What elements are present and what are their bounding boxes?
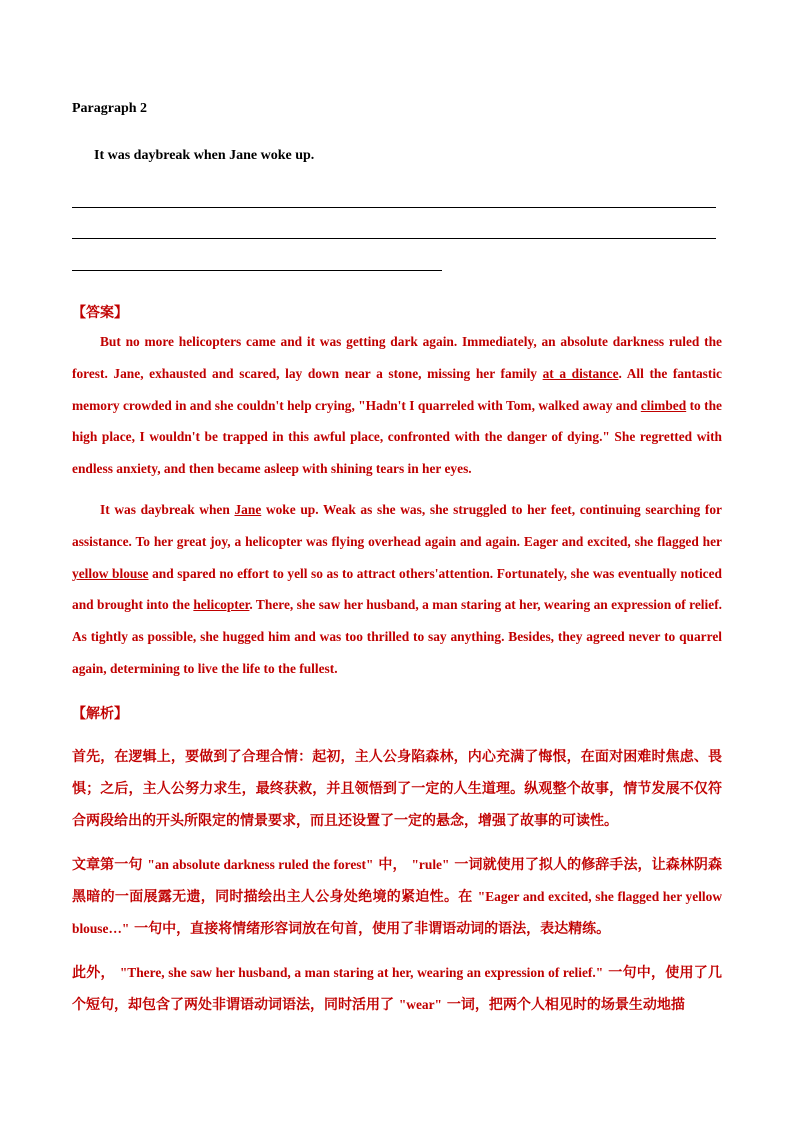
analysis-paragraph-3: 此外， "There, she saw her husband, a man staring at her, wearing an expression of relief." 一句中，使用了几个短句，却包含了两处非谓语动词语法，同时活用了 "wear" 一词，把两个人相见时的场景生动地描: [72, 965, 722, 1013]
answer-paragraph-2: It was daybreak when Jane woke up. Weak as she was, she struggled to her feet, continuing searching for assistance. To her great joy, a helicopter was flying overhead again and again. Eager and excited, she flagged her yellow blouse and spared no effort to yell so as to attract others'attention. Fortunately, she was eventually noticed and brought into the helicopter. There, she saw her husband, a man staring at her, wearing an expression of relief. As tightly as possible, she hugged him and was too thrilled to say anything. Besides, they agreed never to quarrel again, determining to live the life to the fullest.: [72, 502, 723, 676]
underlined-phrase: Jane: [234, 502, 262, 517]
analysis-tag: 【解析】: [72, 707, 128, 722]
answer-tag: 【答案】: [72, 306, 128, 321]
underlined-phrase: helicopter: [193, 597, 250, 613]
opening-sentence: It was daybreak when Jane woke up.: [94, 148, 315, 163]
analysis-paragraph-2: 文章第一句 "an absolute darkness ruled the forest" 中， "rule" 一词就使用了拟人的修辞手法，让森林阴森黑暗的一面展露无遗，同时描绘出主人公身处绝境的紧迫性。在 "Eager and excited, she flagged her yellow blouse…" 一句中，直接将情绪形容词放在句首，使用了非谓语动词的语法，表达精练。: [72, 857, 722, 937]
writing-line-3: [72, 270, 442, 271]
underlined-phrase: yellow blouse: [72, 565, 149, 581]
analysis-paragraph-1: 首先，在逻辑上，要做到了合理合情：起初，主人公身陷森林，内心充满了悔恨，在面对困难时焦虑、畏惧；之后，主人公努力求生，最终获救，并且领悟到了一定的人生道理。纵观整个故事，情节发展不仅符合两段给出的开头所限定的情景要求，而且还设置了一定的悬念，增强了故事的可读性。: [72, 749, 722, 829]
paragraph-heading: Paragraph 2: [72, 101, 148, 116]
writing-line-2: [72, 238, 716, 239]
underlined-phrase: at a distance: [542, 365, 619, 381]
underlined-phrase: climbed: [640, 397, 687, 413]
answer-paragraph-1: But no more helicopters came and it was getting dark again. Immediately, an absolute darkness ruled the forest. Jane, exhausted and scared, lay down near a stone, missing her family at a distance. All the fantastic memory crowded in and she couldn't help crying, "Hadn't I quarreled with Tom, walked away and climbed to the high place, I wouldn't be trapped in this awful place, confronted with the danger of dying." She regretted with endless anxiety, and then became asleep with shining tears in her eyes.: [72, 334, 722, 477]
writing-line-1: [72, 207, 716, 208]
